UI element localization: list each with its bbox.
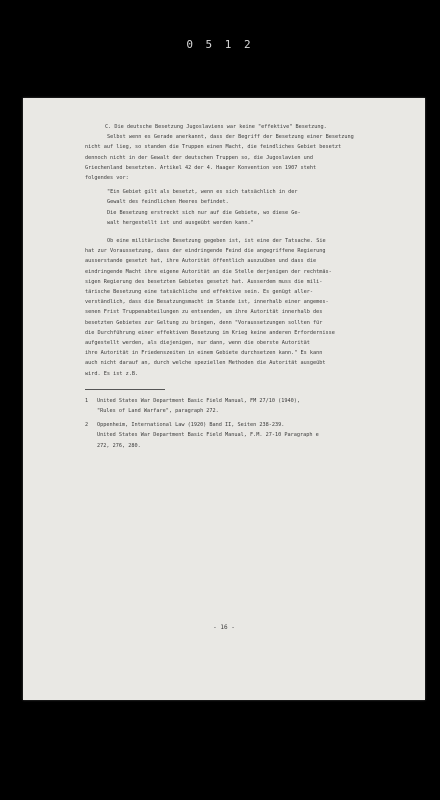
- text-line: dennoch nicht in der Gewalt der deutschen Truppen so, die Jugoslavien und: [85, 154, 313, 161]
- text-line: ausserstande gesetzt hat, ihre Autorität öffentlich auszuüben und dass die: [85, 258, 317, 265]
- quote-line: Die Besetzung erstreckt sich nur auf die Gebiete, wo diese Ge-: [107, 209, 301, 216]
- text-line: die Durchführung einer effektiven Besetzung im Krieg keine anderen Erfordernisse: [85, 329, 335, 336]
- text-line: besetzten Gebietes zur Geltung zu bringen, denn "Voraussetzungen sollten für: [85, 319, 323, 326]
- text-line: auch nicht darauf an, durch welche speziellen Methoden die Autorität ausgeübt: [85, 360, 326, 367]
- text-line: wird. Es ist z.B.: [85, 370, 139, 377]
- footnote-separator: [85, 389, 165, 390]
- document-page: [23, 98, 425, 700]
- text-line: nicht auf lieg, so standen die Truppen einen Macht, die feindliches Gebiet besetzt: [85, 144, 342, 151]
- section-heading: C. Die deutsche Besetzung Jugoslaviens war keine "effektive" Besetzung.: [105, 124, 327, 130]
- text-line: Selbst wenn es Gerade anerkannt, dass der Begriff der Besetzung einer Besetzung: [107, 134, 354, 141]
- paragraph-2: [85, 236, 403, 379]
- footnote: [85, 396, 403, 416]
- text-line: senen Frist Truppenabteilungen zu entsenden, um ihre Autorität innerhalb des: [85, 309, 323, 316]
- text-line: aufgestellt werden, als diejenigen, nur dann, wenn die oberste Autorität: [85, 340, 310, 347]
- footnote-text: Oppenheim, International Law (1920) Band II, Seiten 238-239. United States War Department Basic Field Manual, F.M. 27-10 Paragraph e 272, 276, 280.: [97, 422, 319, 449]
- footnote-text: United States War Department Basic Field Manual, FM 27/10 (1940), "Rules of Land Warfare", paragraph 272.: [97, 397, 301, 415]
- text-line: hat zur Voraussetzung, dass der eindringende Feind die angegriffene Regierung: [85, 248, 326, 255]
- quote-line: walt hergestellt ist und ausgeübt werden kann.": [107, 219, 254, 226]
- block-quote: [85, 187, 403, 228]
- page-body: [85, 122, 403, 455]
- text-line: Griechenland besetzten. Artikel 42 der 4. Haager Konvention von 1907 steht: [85, 164, 317, 171]
- page-number: - 16 -: [213, 624, 235, 631]
- text-line: sigen Regierung des besetzten Gebietes gesetzt hat. Ausserdem muss die mili-: [85, 278, 323, 285]
- frame-number: 0 5 1 2: [186, 38, 254, 51]
- footnote-number: 1: [85, 397, 89, 404]
- quote-line: Gewalt des feindlichen Heeres befindet.: [107, 199, 229, 206]
- text-line: Ob eine militärische Besetzung gegeben ist, ist eine der Tatsache. Sie: [107, 238, 326, 245]
- text-line: tärische Besetzung eine tatsächliche und effektive sein. Es genügt aller-: [85, 289, 313, 296]
- quote-line: "Ein Gebiet gilt als besetzt, wenn es sich tatsächlich in der: [107, 189, 298, 196]
- text-line: eindringende Macht ihre eigene Autorität an die Stelle derjenigen der rechtmäs-: [85, 268, 332, 275]
- footnote-number: 2: [85, 422, 89, 429]
- footnote: [85, 420, 403, 451]
- text-line: verständlich, dass die Besatzungsmacht im Stande ist, innerhalb einer angemes-: [85, 299, 329, 306]
- paragraph-1: [85, 132, 403, 183]
- text-line: folgendes vor:: [85, 175, 129, 182]
- text-line: ihre Autorität in Friedenszeiten in einem Gebiete durchsetzen kann." Es kann: [85, 350, 323, 357]
